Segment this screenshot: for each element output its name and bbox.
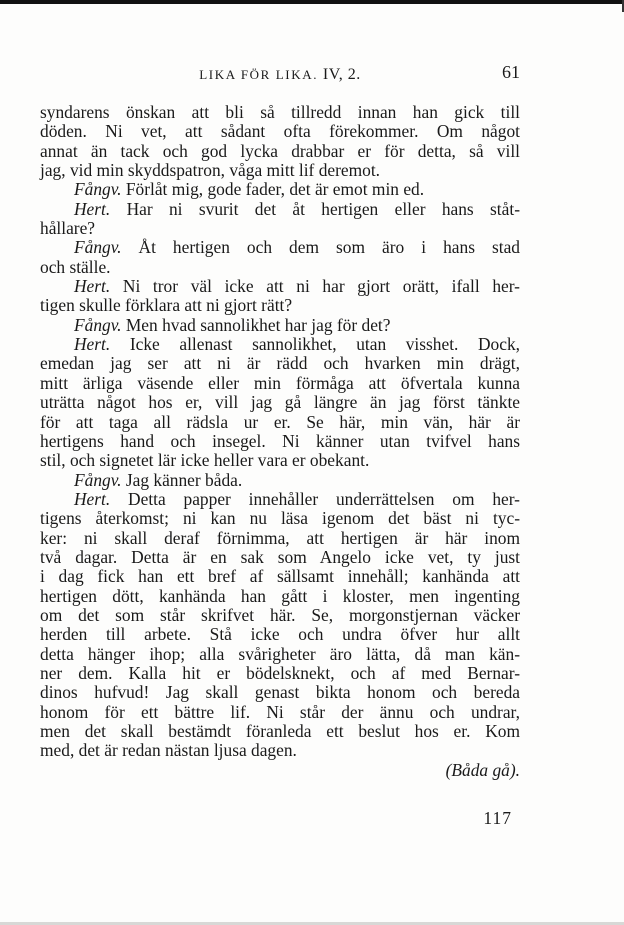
line-text: och ställe. (40, 256, 111, 277)
text-line (40, 471, 520, 490)
line-text: honom för ett bättre lif. Ni står der ännu och undrar, (40, 701, 520, 722)
line-text: men det skall bestämdt föranleda ett beslut hos er. Kom (40, 721, 520, 741)
text-line (40, 277, 520, 296)
line-text: ner dem. Kalla hit er bödelsknekt, och af med Bernar- (40, 662, 520, 683)
text-line (40, 606, 520, 625)
line-text: syndarens önskan att bli så tillredd innan han gick till (40, 102, 520, 122)
text-line (40, 296, 520, 315)
line-text: för att taga all rädsla ur er. Se här, min vän, här är (40, 411, 520, 432)
line-text: ker: ni skall deraf förnimma, att hertigen är här inom (40, 527, 520, 548)
text-line (40, 567, 520, 586)
line-text: Detta papper innehåller underrättelsen om her- (128, 488, 520, 509)
line-text: dinos hufvud! Jag skall genast bikta honom och bereda (40, 682, 520, 703)
text-line (40, 664, 520, 683)
line-text: tigen skulle förklara att ni gjort rätt? (40, 295, 293, 316)
line-text: Förlåt mig, gode fader, det är emot min ed. (125, 179, 425, 200)
text-line (40, 161, 520, 180)
text-line (40, 645, 520, 664)
line-text: Ni tror väl icke att ni har gjort orätt, ifall her- (122, 276, 520, 297)
line-text: Jag känner båda. (125, 469, 243, 490)
line-text: hållare? (40, 218, 96, 239)
text-line (40, 490, 520, 509)
text-line (40, 258, 520, 277)
text-line (40, 142, 520, 161)
text-line (40, 683, 520, 702)
line-text: om det som står skrifvet här. Se, morgonstjernan väcker (40, 604, 520, 625)
text-line (40, 529, 520, 548)
stage-direction (40, 761, 520, 780)
running-header (40, 60, 520, 86)
text-line (40, 703, 520, 722)
line-text: två dagar. Detta är en sak som Angelo icke vet, ty just (40, 546, 520, 567)
text-line (40, 509, 520, 528)
text-line (40, 200, 520, 219)
line-text: Icke allenast sannolikhet, utan visshet. Dock, (129, 334, 520, 355)
text-line (40, 451, 520, 470)
header-act: IV, 2. (322, 66, 361, 83)
line-text: detta hänger ihop; alla svårigheter äro lätta, då man kän- (40, 643, 520, 664)
text-line (40, 587, 520, 606)
line-text: i dag fick han ett bref af sällsamt innehåll; kanhända att (40, 566, 520, 587)
stage-direction-text: (Båda gå). (445, 759, 520, 780)
line-text: herden till arbete. Stå icke och undra öfver hur allt (40, 624, 520, 645)
text-line (40, 548, 520, 567)
line-text: Åt hertigen och dem som äro i hans stad (138, 237, 520, 258)
line-text: Har ni svurit det åt hertigen eller hans ståt- (126, 198, 520, 219)
text-line (40, 432, 520, 451)
speaker-name: Hert. (74, 488, 111, 509)
line-text: stil, och signetet lär icke heller vara er obekant. (40, 450, 370, 471)
line-text: emedan jag ser att ni är rädd och hvarken min drägt, (40, 353, 520, 374)
text-line (40, 374, 520, 393)
text-line (40, 354, 520, 373)
speaker-name: Hert. (74, 198, 111, 219)
line-text: Men hvad sannolikhet har jag för det? (125, 314, 391, 335)
text-line (40, 625, 520, 644)
text-line (40, 335, 520, 354)
speaker-name: Hert. (74, 276, 111, 297)
text-line (40, 122, 520, 141)
text-line (40, 393, 520, 412)
page-number: 61 (502, 62, 520, 82)
speaker-name: Fångv. (74, 237, 122, 258)
line-text: uträtta något hos er, vill jag gå längre än jag först tänkte (40, 392, 520, 413)
line-text: annat än tack och god lycka drabbar er för detta, så vill (40, 140, 520, 161)
text-line (40, 413, 520, 432)
signature-number: 117 (483, 808, 512, 828)
line-text: med, det är redan nästan ljusa dagen. (40, 740, 297, 761)
line-text: döden. Ni vet, att sådant ofta förekommer. Om något (40, 121, 520, 142)
text-line (40, 316, 520, 335)
header-title: LIKA FÖR LIKA. (199, 67, 319, 82)
line-text: hertigen dött, kanhända han gått i kloster, men ingenting (40, 585, 520, 606)
line-text: mitt ärliga väsende eller min förmåga att öfvertala kunna (40, 372, 520, 393)
line-text: hertigens hand och insegel. Ni känner utan tvifvel hans (40, 430, 520, 451)
line-text: tigens återkomst; ni kan nu läsa igenom det bäst ni tyc- (40, 508, 520, 529)
text-line (40, 722, 520, 741)
scan-edge-top (0, 0, 624, 4)
text-line (40, 103, 520, 122)
line-text: jag, vid min skyddspatron, våga mitt lif deremot. (40, 160, 381, 181)
text-line (40, 219, 520, 238)
text-line (40, 741, 520, 760)
speaker-name: Hert. (74, 334, 111, 355)
page-body (40, 103, 520, 780)
speaker-name: Fångv. (74, 179, 122, 200)
text-line (40, 238, 520, 257)
speaker-name: Fångv. (74, 314, 122, 335)
text-line (40, 180, 520, 199)
speaker-name: Fångv. (74, 469, 122, 490)
running-title (40, 66, 520, 84)
